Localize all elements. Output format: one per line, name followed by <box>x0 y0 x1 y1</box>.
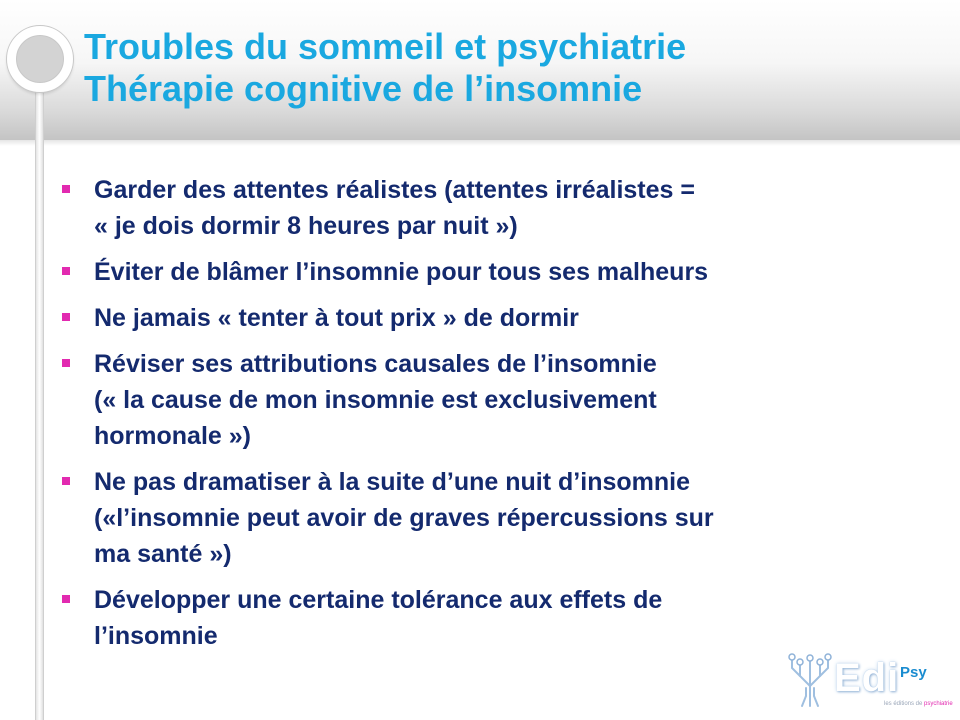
decorative-ring-icon <box>7 26 73 92</box>
bullet-item-do-not-dramatise <box>58 464 928 572</box>
bullet-square-icon <box>62 359 70 367</box>
logo-tagline-accent: psychiatrie <box>924 701 953 707</box>
bullet-square-icon <box>62 595 70 603</box>
bullet-text-line: Ne pas dramatiser à la suite d’une nuit d’insomnie <box>94 468 690 496</box>
bullet-text-line: ma santé ») <box>94 540 232 568</box>
bullet-item-causal-attributions <box>58 346 928 454</box>
bullet-text-line: Éviter de blâmer l’insomnie pour tous ses malheurs <box>94 258 709 286</box>
bullet-text-line: hormonale ») <box>94 422 251 450</box>
logo-name-accent: Psy <box>900 664 927 681</box>
bullet-text-line: l’insomnie <box>94 622 218 650</box>
slide-title-line-2: Thérapie cognitive de l’insomnie <box>84 68 643 109</box>
slide-title <box>84 26 686 110</box>
bullet-item-tolerance <box>58 582 928 654</box>
bullet-text-line: Réviser ses attributions causales de l’insomnie <box>94 350 657 378</box>
edipsy-logo <box>788 652 953 712</box>
decorative-vertical-bar <box>35 70 44 720</box>
bullet-square-icon <box>62 313 70 321</box>
logo-name-main: Edi <box>834 656 900 700</box>
bullet-text-line: Développer une certaine tolérance aux effets de <box>94 586 663 614</box>
logo-tagline-prefix: les éditions de <box>884 701 923 707</box>
bullet-text-line: («l’insomnie peut avoir de graves répercussions sur <box>94 504 714 532</box>
bullet-square-icon <box>62 477 70 485</box>
bullet-text-line: Ne jamais « tenter à tout prix » de dormir <box>94 304 579 332</box>
bullet-square-icon <box>62 267 70 275</box>
bullet-item-never-force-sleep <box>58 300 928 336</box>
bullet-item-realistic-expectations <box>58 172 928 244</box>
bullet-text-line: (« la cause de mon insomnie est exclusivement <box>94 386 657 414</box>
logo-tagline <box>884 700 953 708</box>
bullet-item-avoid-blame <box>58 254 928 290</box>
bullet-square-icon <box>62 185 70 193</box>
bullet-text-line: « je dois dormir 8 heures par nuit ») <box>94 212 518 240</box>
bullet-list <box>58 172 928 664</box>
circuit-tree-icon <box>788 652 832 708</box>
slide-title-line-1: Troubles du sommeil et psychiatrie <box>84 26 687 67</box>
header-shadow <box>0 140 960 146</box>
bullet-text-line: Garder des attentes réalistes (attentes irréalistes = <box>94 176 695 204</box>
